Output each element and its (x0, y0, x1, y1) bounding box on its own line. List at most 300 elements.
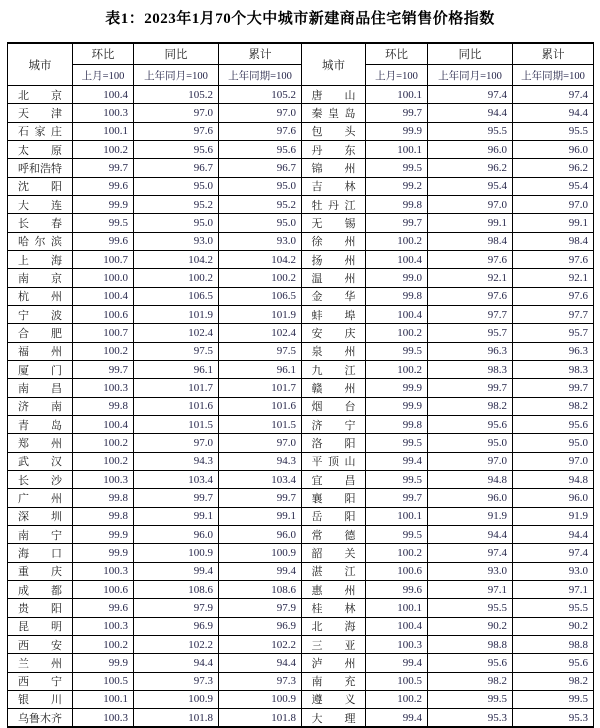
city-name-char: 济 (311, 419, 323, 432)
city-name-char: 南 (18, 382, 29, 395)
city-name-char: 厦 (18, 364, 29, 377)
yoy-index-value: 101.5 (134, 415, 219, 433)
city-name-char: 西 (18, 639, 29, 652)
city-name (18, 527, 62, 543)
mom-index-value: 100.7 (73, 324, 134, 342)
city-name-char: 安 (311, 327, 323, 340)
city-name-char: 呼 (18, 162, 29, 175)
mom-index-value: 100.6 (73, 580, 134, 598)
cum-index-value: 97.3 (219, 672, 302, 690)
table-row (8, 599, 594, 617)
yoy-index-value: 98.4 (428, 232, 513, 250)
yoy-index-value: 97.0 (428, 195, 513, 213)
city-name-char: 海 (18, 547, 29, 560)
city-name-char: 唐 (311, 89, 323, 102)
yoy-index-value: 100.9 (134, 690, 219, 708)
city-name-char: 西 (18, 676, 29, 689)
cum-index-value: 97.1 (513, 580, 594, 598)
city-name (312, 637, 356, 653)
cum-index-value: 96.3 (513, 342, 594, 360)
city-name-char: 郑 (18, 437, 29, 450)
city-cell (8, 397, 73, 415)
yoy-index-value: 97.4 (428, 86, 513, 104)
mom-index-value: 99.8 (73, 507, 134, 525)
cum-index-value: 97.5 (219, 342, 302, 360)
city-name (18, 178, 62, 194)
mom-index-value: 100.4 (366, 617, 428, 635)
city-name-char: 肥 (51, 327, 62, 340)
city-name (312, 472, 356, 488)
cum-index-value: 101.9 (219, 305, 302, 323)
city-name-char: 天 (18, 107, 29, 120)
cum-index-value: 95.6 (513, 654, 594, 672)
city-cell (302, 140, 366, 158)
base-header-mom-left: 上月=100 (73, 65, 134, 86)
city-cell (302, 672, 366, 690)
yoy-index-value: 92.1 (428, 269, 513, 287)
city-name-char: 京 (51, 89, 62, 102)
city-name-char: 徐 (311, 236, 323, 249)
city-name-char: 北 (18, 89, 29, 102)
mom-index-value: 100.3 (366, 635, 428, 653)
table-row (8, 159, 594, 177)
mom-index-value: 100.1 (366, 507, 428, 525)
mom-index-value: 100.6 (73, 305, 134, 323)
cum-index-value: 95.7 (513, 324, 594, 342)
yoy-index-value: 95.6 (428, 415, 513, 433)
yoy-index-value: 108.6 (134, 580, 219, 598)
city-name-char: 武 (18, 456, 29, 469)
city-name (18, 508, 62, 524)
mom-index-value: 99.9 (73, 654, 134, 672)
city-name-char: 口 (51, 547, 62, 560)
mom-index-value: 99.5 (366, 525, 428, 543)
yoy-index-value: 96.9 (134, 617, 219, 635)
table-row (8, 287, 594, 305)
cum-index-value: 102.4 (219, 324, 302, 342)
city-name-char: 汉 (51, 456, 62, 469)
table-row (8, 580, 594, 598)
city-name-char: 义 (344, 694, 356, 707)
city-cell (8, 525, 73, 543)
cum-index-value: 97.0 (513, 195, 594, 213)
city-name (18, 123, 62, 139)
mom-index-value: 99.8 (366, 195, 428, 213)
table-row (8, 672, 594, 690)
city-name (312, 655, 356, 671)
city-name-char: 沙 (51, 474, 62, 487)
cum-index-value: 100.9 (219, 544, 302, 562)
city-name-char: 温 (311, 272, 323, 285)
table-row (8, 269, 594, 287)
mom-index-value: 99.6 (73, 232, 134, 250)
yoy-index-value: 94.4 (428, 104, 513, 122)
table-row (8, 379, 594, 397)
mom-index-value: 100.3 (73, 379, 134, 397)
city-name-char: 宁 (344, 419, 356, 432)
cum-index-value: 99.7 (513, 379, 594, 397)
cum-index-value: 93.0 (219, 232, 302, 250)
city-name (18, 673, 62, 689)
col-header-mom-right: 环比 (366, 43, 428, 65)
city-name-char: 都 (51, 584, 62, 597)
city-name-char: 鲁 (29, 712, 40, 725)
city-name-char: 家 (34, 126, 46, 139)
yoy-index-value: 102.2 (134, 635, 219, 653)
cum-index-value: 97.0 (219, 104, 302, 122)
city-cell (302, 489, 366, 507)
city-name-char: 锦 (311, 162, 323, 175)
table-row (8, 195, 594, 213)
yoy-index-value: 100.9 (134, 544, 219, 562)
city-name-char: 包 (311, 126, 323, 139)
city-name-char: 特 (51, 162, 62, 175)
mom-index-value: 99.9 (366, 397, 428, 415)
city-name (18, 710, 62, 726)
city-name-char: 尔 (34, 236, 46, 249)
col-header-cum-right: 累计 (513, 43, 594, 65)
city-name-char: 埠 (344, 309, 356, 322)
yoy-index-value: 103.4 (134, 470, 219, 488)
table-row (8, 635, 594, 653)
yoy-index-value: 95.4 (428, 177, 513, 195)
city-name (312, 600, 356, 616)
yoy-index-value: 97.1 (428, 580, 513, 598)
city-name-char: 牡 (311, 199, 323, 212)
city-name-char: 常 (311, 529, 323, 542)
city-name (18, 105, 62, 121)
city-name (18, 215, 62, 231)
mom-index-value: 99.9 (366, 379, 428, 397)
city-name-char: 三 (311, 639, 323, 652)
city-name-char: 川 (51, 694, 62, 707)
city-name (18, 398, 62, 414)
city-name-char: 阳 (344, 511, 356, 524)
cum-index-value: 93.0 (513, 562, 594, 580)
city-name (312, 618, 356, 634)
mom-index-value: 100.4 (73, 415, 134, 433)
city-name (312, 380, 356, 396)
mom-index-value: 99.4 (366, 709, 428, 728)
city-name (312, 673, 356, 689)
mom-index-value: 100.5 (73, 672, 134, 690)
mom-index-value: 100.3 (73, 470, 134, 488)
col-header-yoy-right: 同比 (428, 43, 513, 65)
table-row (8, 104, 594, 122)
yoy-index-value: 95.6 (134, 140, 219, 158)
cum-index-value: 98.3 (513, 360, 594, 378)
city-name-char: 阳 (344, 437, 356, 450)
city-name-char: 州 (51, 346, 62, 359)
city-cell (8, 507, 73, 525)
yoy-index-value: 91.9 (428, 507, 513, 525)
city-cell (302, 654, 366, 672)
city-column-header-left: 城市 (8, 43, 73, 86)
city-name (18, 307, 62, 323)
city-name (312, 160, 356, 176)
city-name-char: 上 (18, 254, 29, 267)
city-cell (302, 544, 366, 562)
yoy-index-value: 98.2 (428, 397, 513, 415)
mom-index-value: 100.3 (73, 709, 134, 728)
city-name-char: 长 (18, 474, 29, 487)
city-name (312, 105, 356, 121)
city-name-char: 金 (311, 291, 323, 304)
city-name (18, 270, 62, 286)
city-name (312, 490, 356, 506)
mom-index-value: 99.5 (366, 159, 428, 177)
city-name-char: 顶 (328, 456, 339, 469)
city-name-char: 理 (344, 712, 356, 725)
city-name-char: 林 (344, 181, 356, 194)
city-name (18, 472, 62, 488)
city-name-char: 太 (18, 144, 29, 157)
city-name-char: 州 (344, 382, 356, 395)
mom-index-value: 99.4 (366, 452, 428, 470)
city-name (18, 582, 62, 598)
yoy-index-value: 99.7 (134, 489, 219, 507)
yoy-index-value: 93.0 (134, 232, 219, 250)
yoy-index-value: 97.6 (428, 250, 513, 268)
yoy-index-value: 101.9 (134, 305, 219, 323)
cum-index-value: 95.0 (513, 434, 594, 452)
table-row (8, 617, 594, 635)
cum-index-value: 102.2 (219, 635, 302, 653)
cum-index-value: 95.6 (219, 140, 302, 158)
mom-index-value: 100.2 (73, 434, 134, 452)
yoy-index-value: 90.2 (428, 617, 513, 635)
table-row (8, 342, 594, 360)
yoy-index-value: 96.0 (134, 525, 219, 543)
mom-index-value: 100.2 (366, 324, 428, 342)
city-cell (302, 177, 366, 195)
cum-index-value: 95.5 (513, 599, 594, 617)
city-name (18, 655, 62, 671)
city-name (18, 545, 62, 561)
city-name (18, 600, 62, 616)
city-name (312, 343, 356, 359)
cum-index-value: 95.4 (513, 177, 594, 195)
city-cell (8, 544, 73, 562)
city-name-char: 岛 (344, 107, 356, 120)
table-row (8, 709, 594, 728)
city-name (312, 123, 356, 139)
city-name-char: 庆 (344, 327, 356, 340)
city-name-char: 林 (344, 602, 356, 615)
city-name-char: 滨 (51, 236, 62, 249)
yoy-index-value: 99.1 (134, 507, 219, 525)
city-name-char: 阳 (51, 181, 62, 194)
mom-index-value: 100.2 (73, 635, 134, 653)
city-name-char: 江 (344, 566, 356, 579)
city-cell (8, 195, 73, 213)
city-name (18, 160, 62, 176)
cum-index-value: 105.2 (219, 86, 302, 104)
city-name-char: 广 (18, 492, 29, 505)
city-name-char: 山 (344, 89, 356, 102)
city-name-char: 州 (344, 657, 356, 670)
city-name-char: 关 (344, 547, 356, 560)
city-name-char: 齐 (51, 712, 62, 725)
yoy-index-value: 102.4 (134, 324, 219, 342)
table-header (8, 43, 594, 86)
cum-index-value: 92.1 (513, 269, 594, 287)
city-cell (302, 690, 366, 708)
city-name-char: 头 (344, 126, 356, 139)
city-name (312, 325, 356, 341)
cum-index-value: 90.2 (513, 617, 594, 635)
cum-index-value: 101.6 (219, 397, 302, 415)
cum-index-value: 97.0 (513, 452, 594, 470)
city-name-char: 州 (344, 236, 356, 249)
city-cell (8, 672, 73, 690)
table-body (8, 86, 594, 728)
city-cell (8, 415, 73, 433)
mom-index-value: 100.2 (73, 342, 134, 360)
yoy-index-value: 96.2 (428, 159, 513, 177)
cum-index-value: 104.2 (219, 250, 302, 268)
cum-index-value: 94.4 (513, 525, 594, 543)
city-cell (302, 635, 366, 653)
city-cell (8, 214, 73, 232)
mom-index-value: 99.7 (73, 159, 134, 177)
city-name (312, 215, 356, 231)
city-name-char: 州 (51, 437, 62, 450)
yoy-index-value: 96.0 (428, 140, 513, 158)
yoy-index-value: 96.7 (134, 159, 219, 177)
mom-index-value: 100.2 (366, 232, 428, 250)
city-name-char: 明 (51, 621, 62, 634)
city-name-char: 乌 (18, 712, 29, 725)
mom-index-value: 100.3 (73, 617, 134, 635)
city-name (312, 435, 356, 451)
yoy-index-value: 95.0 (134, 214, 219, 232)
cum-index-value: 97.9 (219, 599, 302, 617)
city-name-char: 丹 (311, 144, 323, 157)
city-name-char: 皇 (328, 107, 339, 120)
city-name-char: 扬 (311, 254, 323, 267)
city-name-char: 州 (344, 272, 356, 285)
city-name-char: 德 (344, 529, 356, 542)
yoy-index-value: 94.8 (428, 470, 513, 488)
yoy-index-value: 101.7 (134, 379, 219, 397)
mom-index-value: 99.7 (366, 214, 428, 232)
table-row (8, 177, 594, 195)
cum-index-value: 97.0 (219, 434, 302, 452)
cum-index-value: 106.5 (219, 287, 302, 305)
table-row (8, 452, 594, 470)
mom-index-value: 99.9 (73, 195, 134, 213)
city-cell (302, 617, 366, 635)
page-title: 表1：2023年1月70个大中城市新建商品住宅销售价格指数 (105, 11, 495, 27)
table-row (8, 86, 594, 104)
cum-index-value: 94.4 (513, 104, 594, 122)
city-name (312, 508, 356, 524)
city-name-char: 和 (29, 162, 40, 175)
city-name-char: 州 (51, 657, 62, 670)
city-name (18, 252, 62, 268)
mom-index-value: 99.5 (366, 434, 428, 452)
yoy-index-value: 94.4 (428, 525, 513, 543)
city-name-char: 浩 (40, 162, 51, 175)
cum-index-value: 97.6 (513, 250, 594, 268)
table-row (8, 544, 594, 562)
city-name-char: 安 (51, 639, 62, 652)
city-name (312, 178, 356, 194)
city-name (18, 563, 62, 579)
base-header-cum-left: 上年同期=100 (219, 65, 302, 86)
cum-index-value: 95.5 (513, 122, 594, 140)
city-name (18, 343, 62, 359)
city-name-char: 洛 (311, 437, 323, 450)
mom-index-value: 100.4 (366, 250, 428, 268)
city-name (18, 197, 62, 213)
yoy-index-value: 105.2 (134, 86, 219, 104)
mom-index-value: 100.4 (366, 305, 428, 323)
city-name-char: 充 (344, 676, 356, 689)
yoy-index-value: 97.6 (134, 122, 219, 140)
yoy-index-value: 95.6 (428, 654, 513, 672)
yoy-index-value: 94.4 (134, 654, 219, 672)
city-cell (302, 159, 366, 177)
base-header-yoy-right: 上年同月=100 (428, 65, 513, 86)
mom-index-value: 99.9 (366, 122, 428, 140)
yoy-index-value: 97.5 (134, 342, 219, 360)
col-header-mom-left: 环比 (73, 43, 134, 65)
table-row (8, 489, 594, 507)
yoy-index-value: 97.9 (134, 599, 219, 617)
city-name-char: 岛 (51, 419, 62, 432)
city-cell (302, 232, 366, 250)
yoy-index-value: 99.1 (428, 214, 513, 232)
city-name-char: 深 (18, 511, 29, 524)
city-cell (8, 709, 73, 728)
mom-index-value: 99.8 (366, 415, 428, 433)
mom-index-value: 99.7 (366, 489, 428, 507)
cum-index-value: 98.2 (513, 397, 594, 415)
city-cell (302, 434, 366, 452)
mom-index-value: 100.4 (73, 86, 134, 104)
mom-index-value: 99.0 (366, 269, 428, 287)
mom-index-value: 100.7 (73, 250, 134, 268)
city-name (18, 490, 62, 506)
city-name-char: 桂 (311, 602, 323, 615)
city-name-char: 昆 (18, 621, 29, 634)
mom-index-value: 99.4 (366, 654, 428, 672)
city-name-char: 波 (51, 309, 62, 322)
city-name (312, 453, 356, 469)
city-cell (8, 250, 73, 268)
table-row (8, 507, 594, 525)
mom-index-value: 99.6 (73, 599, 134, 617)
mom-index-value: 100.2 (73, 140, 134, 158)
city-cell (8, 379, 73, 397)
yoy-index-value: 101.8 (134, 709, 219, 728)
city-name (18, 637, 62, 653)
mom-index-value: 99.7 (73, 360, 134, 378)
table-row (8, 415, 594, 433)
city-cell (302, 287, 366, 305)
cum-index-value: 99.4 (219, 562, 302, 580)
mom-index-value: 99.5 (73, 214, 134, 232)
city-cell (8, 342, 73, 360)
mom-index-value: 100.1 (366, 140, 428, 158)
city-name-char: 州 (344, 162, 356, 175)
city-name-char: 州 (51, 492, 62, 505)
city-name-char: 惠 (311, 584, 323, 597)
city-name (18, 142, 62, 158)
city-cell (8, 232, 73, 250)
